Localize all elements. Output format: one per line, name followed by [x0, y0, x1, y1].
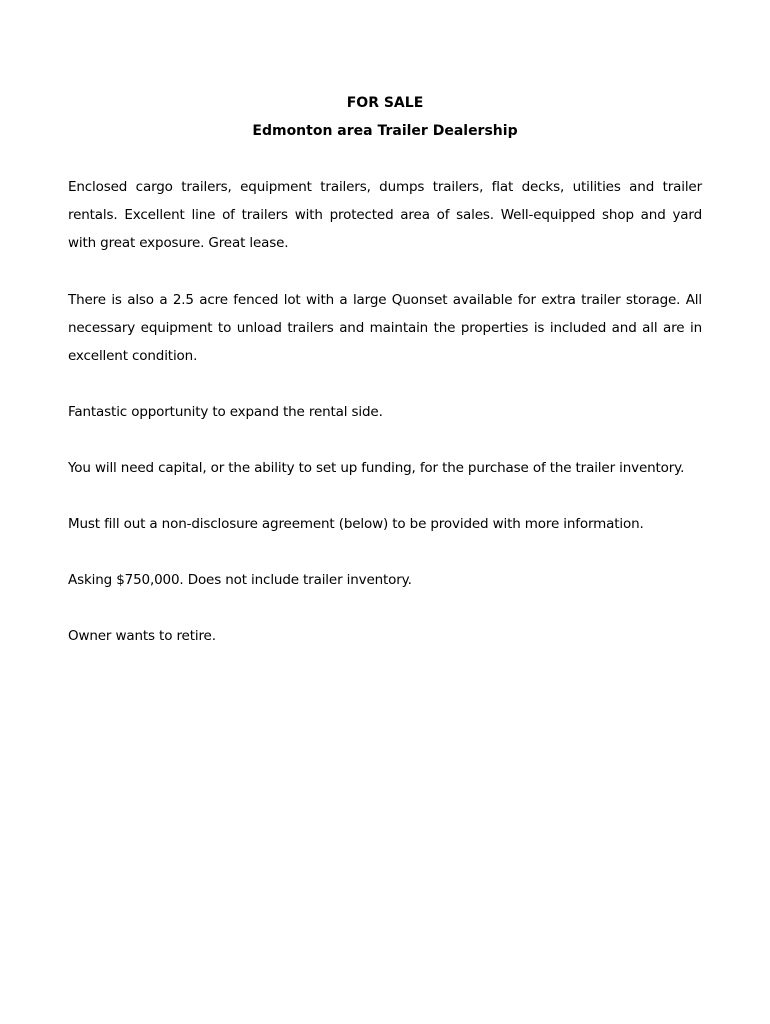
- paragraph-line: You will need capital, or the ability to set up funding, for the purchase of the trailer inventory.: [68, 460, 685, 476]
- paragraph-line: There is also a 2.5 acre fenced lot with a large Quonset available for extra trailer storage. All: [68, 292, 702, 308]
- paragraph-line: Fantastic opportunity to expand the rental side.: [68, 404, 383, 420]
- paragraph-line: Owner wants to retire.: [68, 628, 216, 644]
- paragraph-line: Must fill out a non-disclosure agreement (below) to be provided with more information.: [68, 516, 644, 532]
- document-title: FOR SALE: [346, 95, 424, 111]
- paragraph-opportunity: [68, 398, 702, 426]
- paragraph-retire: [68, 622, 702, 650]
- paragraph-price: [68, 566, 702, 594]
- paragraph-line: with great exposure. Great lease.: [68, 235, 289, 251]
- paragraph-capital: [68, 454, 702, 482]
- paragraph-line: excellent condition.: [68, 348, 198, 364]
- paragraph-description: [68, 173, 702, 257]
- paragraph-lot: [68, 286, 702, 370]
- paragraph-line: rentals. Excellent line of trailers with protected area of sales. Well-equipped shop and yard: [68, 207, 702, 223]
- paragraph-line: necessary equipment to unload trailers and maintain the properties is included and all are in: [68, 320, 702, 336]
- paragraph-line: Asking $750,000. Does not include trailer inventory.: [68, 572, 412, 588]
- paragraph-nda: [68, 510, 702, 538]
- paragraph-line: Enclosed cargo trailers, equipment trailers, dumps trailers, flat decks, utilities and trailer: [68, 179, 702, 195]
- document-subtitle: Edmonton area Trailer Dealership: [252, 123, 518, 139]
